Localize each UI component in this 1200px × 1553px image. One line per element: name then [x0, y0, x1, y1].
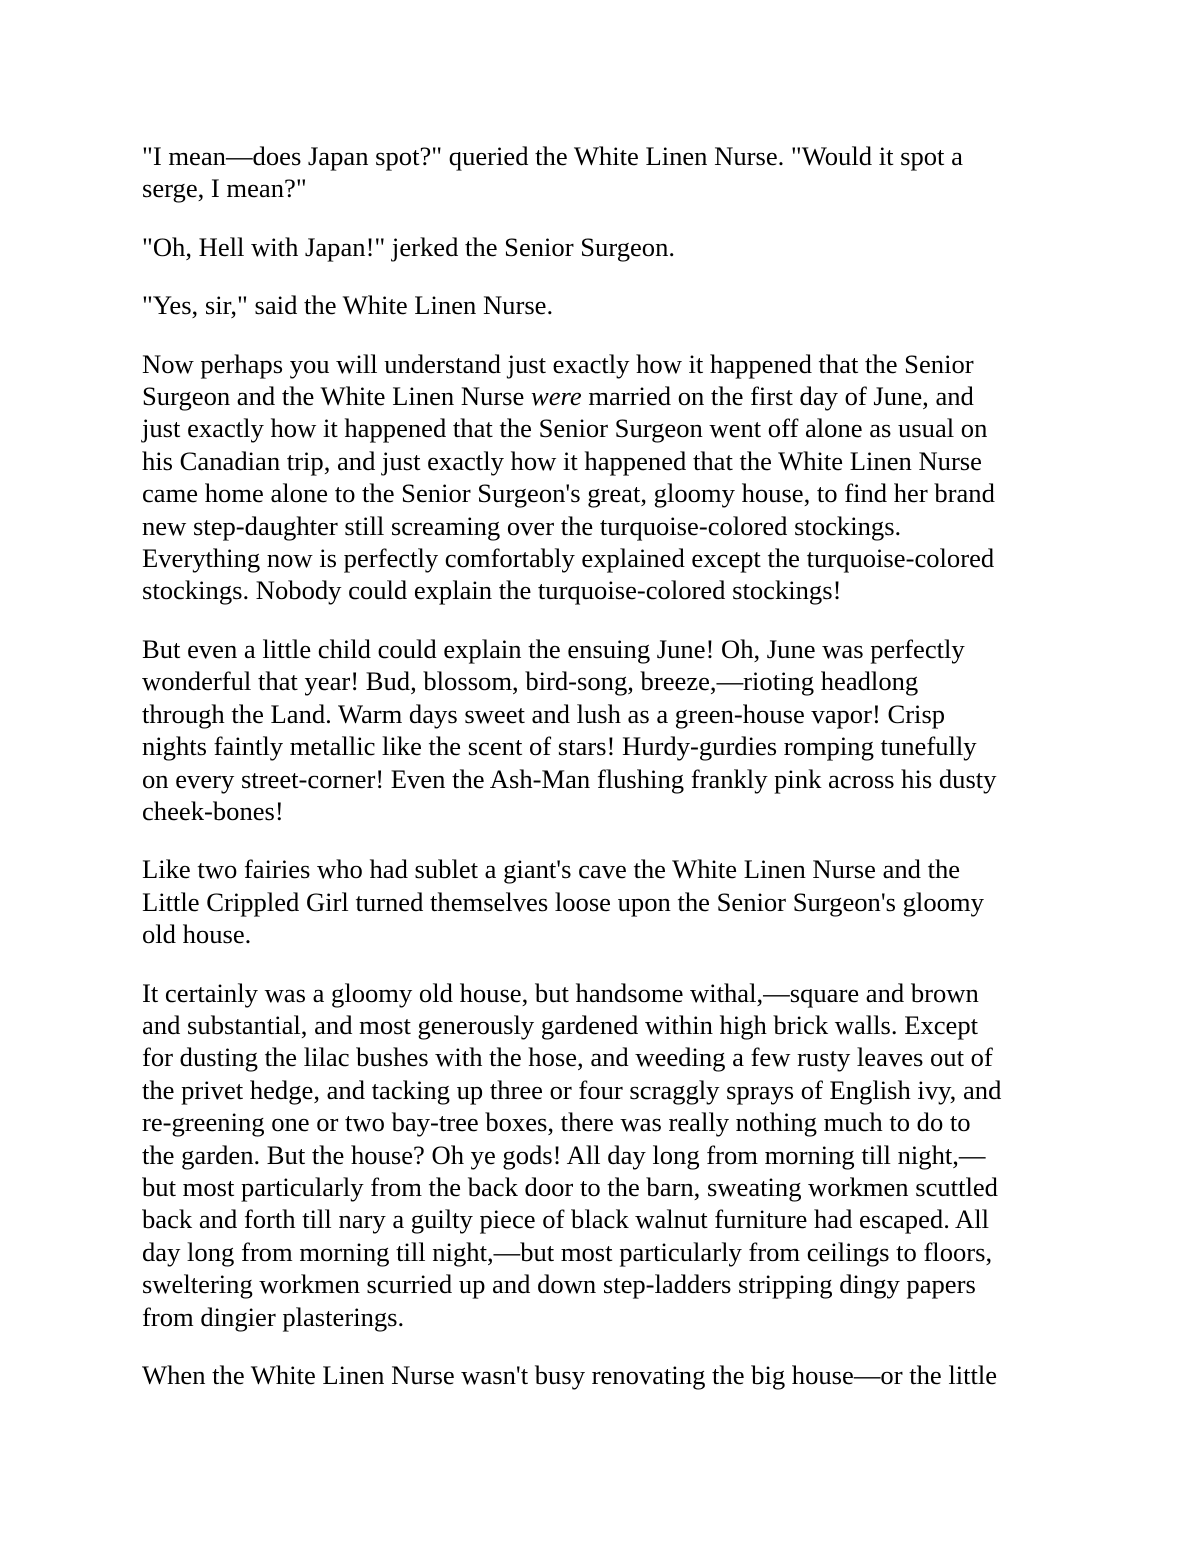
paragraph-4-text-after: married on the first day of June, and just exactly how it happened that the Senior Surgeon went off alone as usual on his Canadian trip, and just exactly how it happened that the White Linen Nurse came home alone to the Senior Surgeon's great, gloomy house, to find her brand new step-daughter still screaming over the turquoise-colored stockings. Everything now is perfectly comfortably explained except the turquoise-colored stockings. Nobody could explain the turquoise-colored stockings! [142, 381, 995, 606]
paragraph-4-text-before: Now perhaps you will understand just exactly how it happened that the Senior Surgeon and the White Linen Nurse [142, 348, 974, 412]
paragraph-5: But even a little child could explain the ensuing June! Oh, June was perfectly wonderful that year! Bud, blossom, bird-song, breeze,—rioting headlong through the Land. Warm days sweet and lush as a green-house vapor! Crisp nights faintly metallic like the scent of stars! Hurdy-gurdies romping tunefully on every street-corner! Even the Ash-Man flushing frankly pink across his dusty cheek-bones! [142, 633, 997, 826]
paragraph-6: Like two fairies who had sublet a giant's cave the White Linen Nurse and the Little Crippled Girl turned themselves loose upon the Senior Surgeon's gloomy old house. [142, 854, 984, 950]
paragraph-2: "Oh, Hell with Japan!" jerked the Senior Surgeon. [142, 231, 676, 262]
paragraph-8: When the White Linen Nurse wasn't busy renovating the big house—or the little [142, 1360, 998, 1390]
paragraph-4 [142, 348, 1062, 607]
paragraph-1: "I mean—does Japan spot?" queried the White Linen Nurse. "Would it spot a serge, I mean?" [142, 141, 963, 204]
paragraph-7: It certainly was a gloomy old house, but handsome withal,—square and brown and substantial, and most generously gardened within high brick walls. Except for dusting the lilac bushes with the hose, and weeding a few rusty leaves out of the privet hedge, and tacking up three or four scraggly sprays of English ivy, and re-greening one or two bay-tree boxes, there was really nothing much to do to the garden. But the house? Oh ye gods! All day long from morning till night,— but most particularly from the back door to the barn, sweating workmen scuttled back and forth till nary a guilty piece of black walnut furniture had escaped. All day long from morning till night,—but most particularly from ceilings to floors, sweltering workmen scurried up and down step-ladders stripping dingy papers from dingier plasterings. [142, 977, 1002, 1332]
paragraph-3: "Yes, sir," said the White Linen Nurse. [142, 290, 554, 321]
paragraph-4-emphasis: were [530, 381, 582, 412]
document-page [142, 140, 1062, 1391]
